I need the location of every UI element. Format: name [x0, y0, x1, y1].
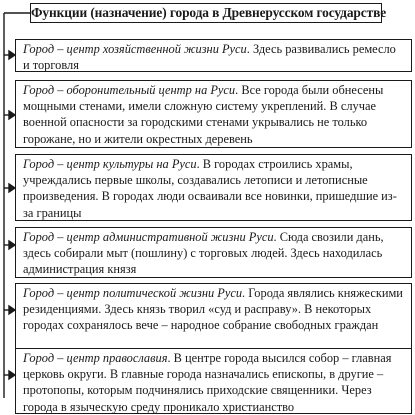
function-text: [23, 350, 405, 415]
function-lead: Город – центр православия: [23, 351, 168, 365]
function-lead: Город – центр хозяйственной жизни Руси: [23, 42, 247, 56]
function-text: [23, 41, 405, 73]
function-box-administrative: [15, 227, 412, 278]
function-lead: Город – центр политической жизни Руси: [23, 286, 243, 300]
function-lead: Город – центр культуры на Руси: [23, 157, 197, 171]
function-body: . В центре города высился собор – главная церковь округи. В главные города назначались епископы, в другие – протопопы, которым подчинялись приходские священники. Через города в языческую среду проникало христианство: [23, 351, 392, 414]
function-body: . Города являлись княжескими резиденциями. Здесь князь творил «суд и расправу». В некоторых городах сохранялось вече – народное собрание свободных граждан: [23, 286, 403, 333]
function-body: . Все города были обнесены мощными стенами, имели сложную систему укреплений. В случае военной опасности за городскими стенами укрывались не только горожане, но и жители окрестных деревень: [23, 83, 384, 146]
function-text: [23, 82, 405, 147]
function-box-orthodoxy: [15, 348, 412, 414]
function-text: [23, 285, 405, 334]
function-box-culture: [15, 154, 412, 221]
diagram-title-text: Функции (назначение) города в Древнерусском государстве: [31, 5, 387, 20]
function-body: . Здесь развивались ремесло и торговля: [23, 42, 396, 73]
function-box-political: [15, 283, 412, 349]
function-body: . В городах строились храмы, учреждались первые школы, создавались летописи и летописные произведения. В городах люди осваивали все новинки, пришедшие из-за границы: [23, 157, 397, 220]
function-box-economic: [15, 39, 412, 72]
function-lead: Город – центр административной жизни Руси: [23, 230, 274, 244]
function-text: [23, 229, 405, 278]
function-body: . Сюда свозили дань, здесь собирали мыт (пошлину) с торговых людей. Здесь находилась администрация князя: [23, 230, 384, 277]
function-lead: Город – оборонительный центр на Руси: [23, 83, 236, 97]
function-box-defense: [15, 80, 412, 148]
function-text: [23, 156, 405, 221]
